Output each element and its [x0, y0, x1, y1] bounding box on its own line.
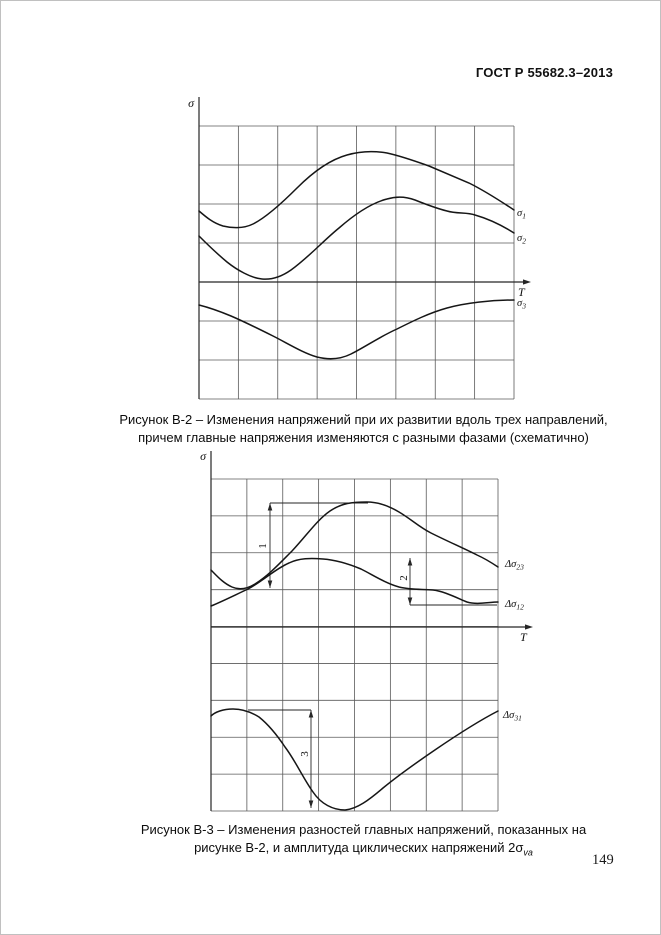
marker2-arrow-up	[408, 558, 413, 566]
sigma2-label: $\sigma_2$	[517, 233, 526, 246]
page-number: 149	[592, 852, 614, 868]
document-header: ГОСТ Р 55682.3–2013	[475, 65, 613, 80]
figure-b2-caption-line1: Рисунок В-2 – Изменения напряжений при их развитии вдоль трех направлений,	[119, 412, 608, 427]
figure-b2-caption	[71, 411, 656, 446]
marker2-arrow-down	[408, 598, 413, 606]
marker3-arrow-down	[309, 801, 314, 809]
sigma1-label: $\sigma_1$	[517, 208, 526, 221]
sigma-axis-label: σ	[200, 449, 206, 463]
sigma-axis-label: σ	[188, 96, 194, 110]
delta-sigma-31-label: $\Delta\sigma_{31}$	[503, 710, 522, 723]
t-axis-arrow	[525, 624, 533, 629]
marker3-label: 3	[299, 751, 311, 757]
caption-subscript: va	[523, 847, 533, 858]
marker3-arrow-up	[309, 710, 314, 718]
figure-canvas	[161, 91, 551, 416]
figure-b3	[171, 446, 561, 826]
figure-b3-caption	[71, 821, 656, 862]
figure-b3-caption-line2: рисунке В-2, и амплитуда циклических напряжений $2\sigma_{va}$	[194, 839, 533, 858]
delta-sigma-23-label: $\Delta\sigma_{23}$	[505, 559, 524, 572]
sigma3-label: $\sigma_3$	[517, 298, 526, 311]
delta-sigma-12-label: $\Delta\sigma_{12}$	[505, 599, 524, 612]
marker1-arrow-down	[268, 581, 273, 589]
marker1-label: 1	[257, 543, 269, 549]
marker2-label: 2	[398, 575, 410, 581]
marker1-arrow-up	[268, 503, 273, 511]
t-axis-arrow	[523, 279, 531, 284]
figure-b2	[161, 91, 551, 416]
figure-b3-caption-line1: Рисунок В-3 – Изменения разностей главных напряжений, показанных на	[140, 822, 587, 837]
figure-canvas	[171, 446, 561, 826]
t-axis-label: T	[520, 630, 527, 644]
figure-b2-caption-line2: причем главные напряжения изменяются с разными фазами (схематично)	[138, 429, 589, 445]
t-axis-label: T	[518, 285, 525, 299]
